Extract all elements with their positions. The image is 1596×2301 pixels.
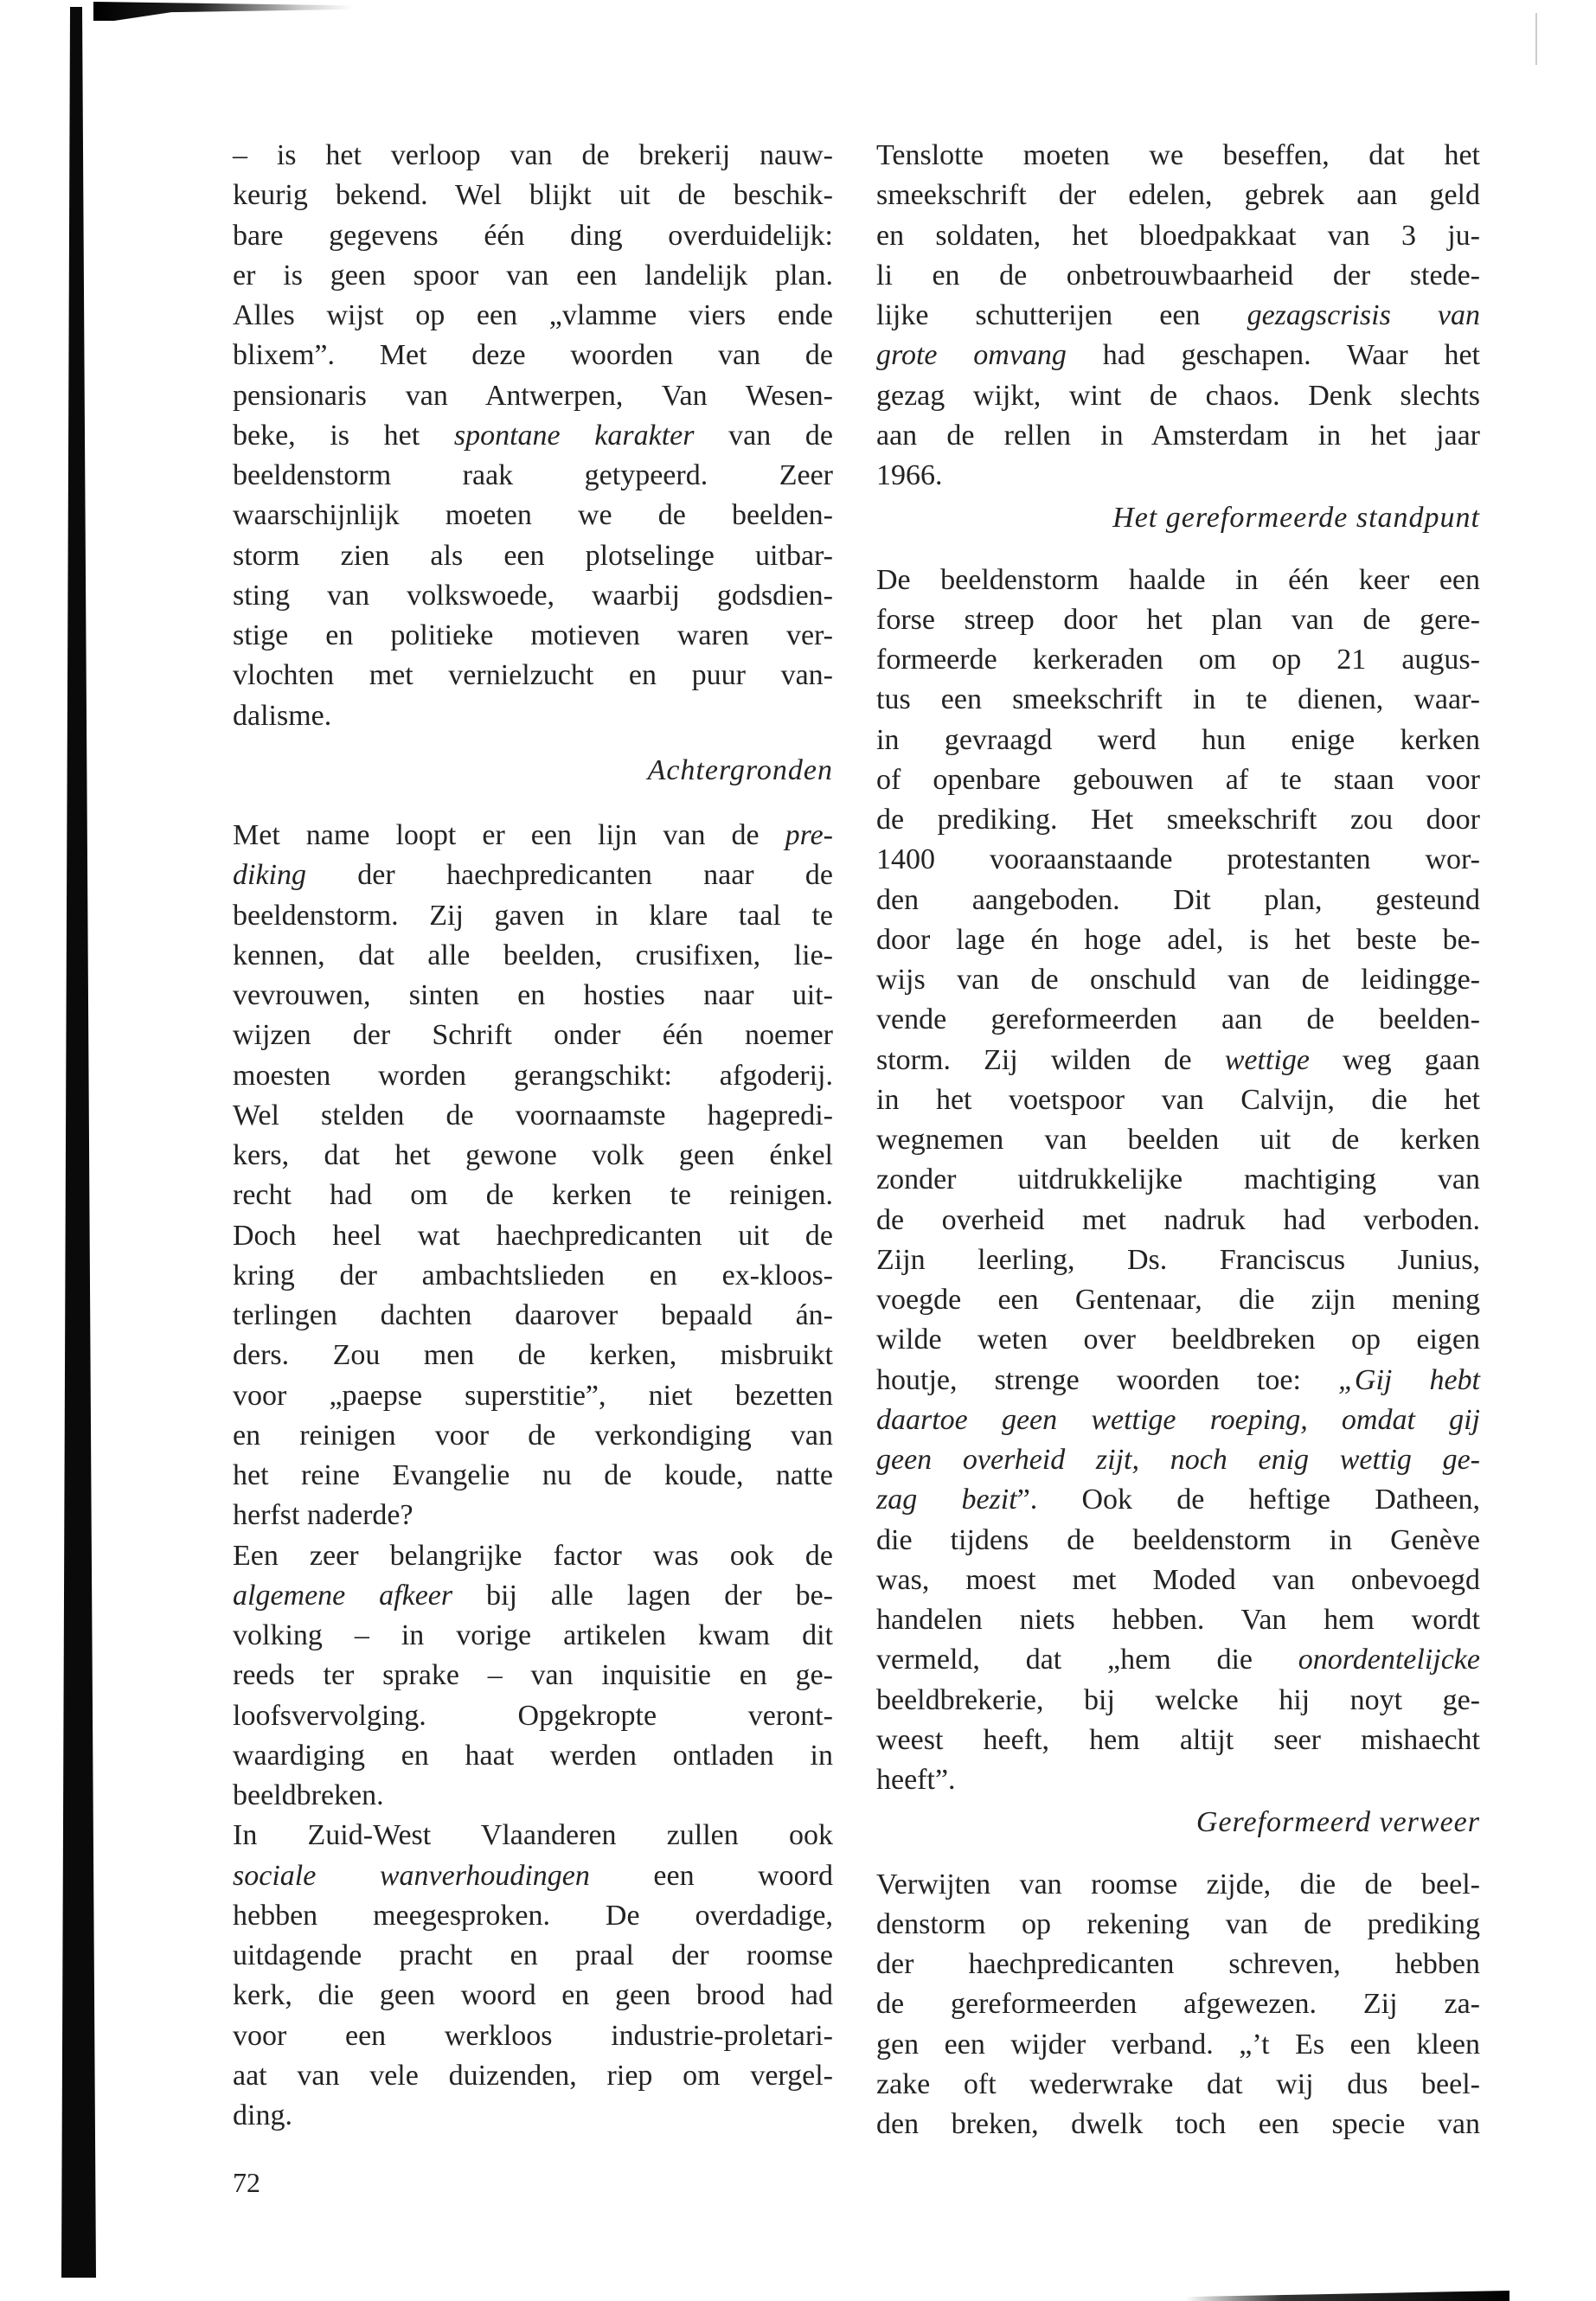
- text-line: [233, 1456, 833, 1496]
- text-line: [876, 840, 1480, 880]
- text-line: [876, 1945, 1480, 1984]
- text-run: der haechpredicanten naar de: [305, 859, 833, 892]
- text-run: houtje, strenge woorden toe:: [876, 1363, 1338, 1396]
- text-line: [876, 680, 1480, 720]
- text-run: bare gegevens één ding overduidelijk:: [233, 219, 833, 252]
- italic-text-run: wettige: [1224, 1043, 1310, 1076]
- text-line: [876, 1681, 1480, 1721]
- scan-border-left: [61, 7, 96, 2278]
- text-run: dalisme.: [233, 699, 332, 732]
- text-run: In Zuid-West Vlaanderen zullen ook: [233, 1819, 833, 1852]
- text-line: [876, 2105, 1480, 2144]
- text-run: den breken, dwelk toch een specie van: [876, 2108, 1480, 2140]
- text-run: Wel stelden de voornaamste hagepredi-: [233, 1099, 833, 1131]
- text-run: en soldaten, het bloedpakkaat van 3 ju-: [876, 219, 1480, 252]
- text-run: wilde weten over beeldbreken op eigen: [876, 1324, 1480, 1356]
- text-line: [233, 1896, 833, 1936]
- text-line: [233, 456, 833, 496]
- text-line: [876, 1041, 1480, 1080]
- text-run: beeldenstorm raak getypeerd. Zeer: [233, 459, 833, 491]
- text-run: aat van vele duizenden, riep om vergel-: [233, 2059, 833, 2092]
- italic-text-run: algemene afkeer: [233, 1579, 453, 1612]
- text-line: [233, 2056, 833, 2096]
- text-run: en reinigen voor de verkondiging van: [233, 1419, 833, 1452]
- text-line: [233, 1296, 833, 1336]
- text-line: [876, 1240, 1480, 1280]
- text-run: voegde een Gentenaar, die zijn mening: [876, 1284, 1480, 1316]
- text-run: voor een werkloos industrie-proletari-: [233, 2019, 833, 2052]
- text-line: [233, 1376, 833, 1416]
- text-run: volking – in vorige artikelen kwam dit: [233, 1619, 833, 1651]
- text-line: [233, 216, 833, 256]
- text-run: den aangeboden. Dit plan, gesteund: [876, 883, 1480, 916]
- text-run: beke, is het: [233, 419, 454, 452]
- text-run: – is het verloop van de brekerij nauw-: [233, 139, 833, 171]
- text-line: [233, 1936, 833, 1976]
- text-line: [876, 1120, 1480, 1160]
- text-line: [233, 536, 833, 576]
- text-run: kring der ambachtslieden en ex-kloos-: [233, 1259, 833, 1292]
- italic-text-run: pre-: [785, 819, 833, 851]
- page-number: 72: [233, 2167, 260, 2198]
- text-line: [233, 296, 833, 336]
- text-run: in gevraagd werd hun enige kerken: [876, 723, 1480, 756]
- text-run: het reine Evangelie nu de koude, natte: [233, 1459, 833, 1491]
- text-line: [233, 1016, 833, 1055]
- text-line: [233, 856, 833, 895]
- text-line: [233, 376, 833, 416]
- text-line: [233, 1496, 833, 1535]
- italic-text-run: diking: [233, 859, 306, 892]
- text-line: [233, 816, 833, 856]
- text-run: loofsvervolging. Opgekropte veront-: [233, 1699, 833, 1732]
- text-line: [876, 136, 1480, 176]
- text-line: [876, 2065, 1480, 2105]
- text-run: de overheid met nadruk had verboden.: [876, 1203, 1480, 1236]
- text-line: [233, 976, 833, 1016]
- text-line: [876, 800, 1480, 840]
- text-line: [233, 1656, 833, 1695]
- text-line: [876, 960, 1480, 1000]
- text-line: [233, 1136, 833, 1176]
- text-run: weg gaan: [1309, 1043, 1480, 1076]
- text-run: zake oft wederwrake dat wij dus beel-: [876, 2067, 1480, 2100]
- text-line: [876, 1521, 1480, 1561]
- text-line: [876, 376, 1480, 416]
- text-run: herfst naderde?: [233, 1499, 413, 1532]
- text-line: [876, 1201, 1480, 1240]
- text-run: Alles wijst op een „vlamme viers ende: [233, 299, 833, 331]
- text-run: forse streep door het plan van de gere-: [876, 603, 1480, 636]
- text-line: [876, 176, 1480, 215]
- text-run: 1966.: [876, 459, 943, 491]
- italic-text-run: onordentelijcke: [1298, 1644, 1480, 1676]
- text-line: [876, 1561, 1480, 1600]
- text-run: ding.: [233, 2099, 292, 2131]
- text-run: reeds ter sprake – van inquisitie en ge-: [233, 1659, 833, 1692]
- scan-border-top: [93, 2, 353, 21]
- text-run: stige en politieke motieven waren ver-: [233, 619, 833, 651]
- text-run: voor „paepse superstitie”, niet bezetten: [233, 1379, 833, 1412]
- text-line: [876, 416, 1480, 456]
- text-run: heeft”.: [876, 1764, 956, 1796]
- text-line: [233, 1856, 833, 1896]
- text-run: kerk, die geen woord en geen brood had: [233, 1979, 833, 2012]
- text-run: ders. Zou men de kerken, misbruikt: [233, 1339, 833, 1372]
- italic-text-run: geen overheid zijt, noch enig wettig ge-: [876, 1444, 1480, 1476]
- text-run: vermeld, dat „hem die: [876, 1644, 1298, 1676]
- text-run: de gereformeerden afgewezen. Zij za-: [876, 1988, 1480, 2021]
- text-line: [233, 696, 833, 736]
- text-run: Verwijten van roomse zijde, die de beel-: [876, 1868, 1480, 1900]
- text-run: pensionaris van Antwerpen, Van Wesen-: [233, 379, 833, 412]
- section-heading: Het gereformeerde standpunt: [1112, 502, 1480, 535]
- text-run: weest heeft, hem altijt seer mishaecht: [876, 1723, 1480, 1756]
- text-line: [876, 256, 1480, 296]
- text-run: wegnemen van beelden uit de kerken: [876, 1124, 1480, 1156]
- text-run: Met name loopt er een lijn van de: [233, 819, 785, 851]
- text-run: kers, dat het gewone volk geen énkel: [233, 1139, 833, 1171]
- text-run: had geschapen. Waar het: [1066, 339, 1481, 372]
- text-run: moesten worden gerangschikt: afgoderij.: [233, 1059, 833, 1092]
- text-run: denstorm op rekening van de prediking: [876, 1907, 1480, 1940]
- text-line: [876, 1080, 1480, 1120]
- text-line: [876, 1280, 1480, 1320]
- text-run: van de: [694, 419, 833, 452]
- text-run: tus een smeekschrift in te dienen, waar-: [876, 683, 1480, 716]
- italic-text-run: gezagscrisis van: [1247, 299, 1480, 331]
- text-line: [876, 561, 1480, 600]
- text-line: [876, 760, 1480, 800]
- text-line: [233, 1416, 833, 1456]
- text-line: [876, 1480, 1480, 1520]
- scan-border-bottom: [1185, 2291, 1509, 2301]
- text-line: [876, 1320, 1480, 1360]
- text-line: [876, 1760, 1480, 1800]
- text-run: formeerde kerkeraden om op 21 augus-: [876, 644, 1480, 676]
- text-line: [233, 1336, 833, 1375]
- text-line: [876, 1905, 1480, 1945]
- text-run: Zijn leerling, Ds. Franciscus Junius,: [876, 1243, 1480, 1276]
- text-line: [233, 2016, 833, 2056]
- text-line: [876, 2025, 1480, 2065]
- text-run: of openbare gebouwen af te staan voor: [876, 763, 1480, 796]
- text-run: beeldbrekerie, bij welcke hij noyt ge-: [876, 1683, 1480, 1716]
- text-line: [233, 1736, 833, 1776]
- text-run: zonder uitdrukkelijke machtiging van: [876, 1163, 1480, 1196]
- text-run: ”. Ook de heftige Datheen,: [1016, 1484, 1481, 1516]
- text-run: De beeldenstorm haalde in één keer een: [876, 563, 1480, 596]
- text-line: [876, 1440, 1480, 1480]
- text-run: in het voetspoor van Calvijn, die het: [876, 1083, 1480, 1116]
- text-line: [876, 1600, 1480, 1640]
- text-line: [233, 1256, 833, 1296]
- text-line: [233, 1056, 833, 1096]
- text-run: beeldenstorm. Zij gaven in klare taal te: [233, 899, 833, 932]
- text-column-right: [876, 136, 1480, 2144]
- text-line: [876, 1865, 1480, 1905]
- text-line: [233, 656, 833, 695]
- text-line: [876, 721, 1480, 760]
- italic-text-run: spontane karakter: [453, 419, 695, 452]
- text-run: vlochten met vernielzucht en puur van-: [233, 659, 833, 692]
- text-line: [876, 1000, 1480, 1040]
- text-run: hebben meegesproken. De overdadige,: [233, 1899, 833, 1932]
- text-line: [876, 216, 1480, 256]
- text-line: [233, 416, 833, 456]
- text-run: beeldbreken.: [233, 1779, 384, 1811]
- text-run: er is geen spoor van een landelijk plan.: [233, 259, 833, 292]
- text-line: [233, 616, 833, 656]
- text-run: bij alle lagen der be-: [452, 1579, 833, 1612]
- text-run: handelen niets hebben. Van hem wordt: [876, 1604, 1480, 1636]
- text-line: [876, 336, 1480, 375]
- text-run: lijke schutterijen een: [876, 299, 1247, 331]
- text-run: gen een wijder verband. „’t Es een kleen: [876, 2028, 1480, 2061]
- text-run: wijs van de onschuld van de leidingge-: [876, 964, 1480, 996]
- text-line: [233, 1576, 833, 1616]
- text-line: [233, 1096, 833, 1136]
- text-run: Doch heel wat haechpredicanten uit de: [233, 1219, 833, 1252]
- text-line: [876, 1721, 1480, 1760]
- text-run: storm zien als een plotselinge uitbar-: [233, 539, 833, 572]
- text-line: [233, 336, 833, 375]
- italic-text-run: sociale wanverhoudingen: [233, 1859, 590, 1892]
- text-line: [233, 2096, 833, 2136]
- text-run: terlingen dachten daarover bepaald án-: [233, 1299, 833, 1331]
- text-line: [233, 1816, 833, 1856]
- text-line: [233, 576, 833, 616]
- text-line: [233, 1776, 833, 1816]
- text-run: waardiging en haat werden ontladen in: [233, 1739, 833, 1772]
- text-run: li en de onbetrouwbaarheid der stede-: [876, 259, 1480, 292]
- text-run: 1400 vooraanstaande protestanten wor-: [876, 843, 1480, 876]
- text-line: [876, 456, 1480, 496]
- section-heading: Achtergronden: [647, 753, 833, 786]
- text-line: [233, 1696, 833, 1736]
- text-line: [876, 1361, 1480, 1400]
- text-run: waarschijnlijk moeten we de beelden-: [233, 499, 833, 532]
- text-line: [233, 1176, 833, 1215]
- text-run: smeekschrift der edelen, gebrek aan geld: [876, 179, 1480, 212]
- text-run: een woord: [589, 1859, 833, 1892]
- text-line: [233, 936, 833, 976]
- text-run: kennen, dat alle beelden, crusifixen, lie-: [233, 939, 833, 971]
- text-line: [233, 896, 833, 936]
- text-run: wijzen der Schrift onder één noemer: [233, 1019, 833, 1052]
- text-line: [876, 881, 1480, 920]
- text-line: [876, 600, 1480, 640]
- text-run: sting van volkswoede, waarbij godsdien-: [233, 579, 833, 612]
- text-run: Een zeer belangrijke factor was ook de: [233, 1539, 833, 1572]
- scan-border-right: [1535, 13, 1537, 65]
- text-line: [876, 1984, 1480, 2024]
- italic-text-run: daartoe geen wettige roeping, omdat gij: [876, 1403, 1480, 1436]
- section-heading: Gereformeerd verweer: [1195, 1806, 1480, 1839]
- text-run: vende gereformeerden aan de beelden-: [876, 1003, 1480, 1036]
- text-line: [876, 920, 1480, 960]
- italic-text-run: grote omvang: [876, 339, 1067, 372]
- text-line: [233, 256, 833, 296]
- text-line: [233, 136, 833, 176]
- text-line: [876, 1160, 1480, 1200]
- text-run: de prediking. Het smeekschrift zou door: [876, 804, 1480, 836]
- text-run: uitdagende pracht en praal der roomse: [233, 1939, 833, 1971]
- text-line: [233, 496, 833, 535]
- text-run: gezag wijkt, wint de chaos. Denk slechts: [876, 379, 1480, 412]
- text-line: [876, 296, 1480, 336]
- text-run: storm. Zij wilden de: [876, 1043, 1225, 1076]
- text-line: [233, 1976, 833, 2016]
- text-run: recht had om de kerken te reinigen.: [233, 1179, 833, 1212]
- text-run: vevrouwen, sinten en hosties naar uit-: [233, 979, 833, 1011]
- italic-text-run: zag bezit: [876, 1484, 1017, 1516]
- text-column-left: [233, 136, 833, 2136]
- text-line: [876, 1640, 1480, 1680]
- italic-text-run: „Gij hebt: [1338, 1363, 1480, 1396]
- text-run: door lage én hoge adel, is het beste be-: [876, 923, 1480, 956]
- text-line: [876, 1400, 1480, 1440]
- text-line: [233, 1536, 833, 1576]
- text-run: was, moest met Moded van onbevoegd: [876, 1563, 1480, 1596]
- text-line: [233, 176, 833, 215]
- text-run: blixem”. Met deze woorden van de: [233, 339, 833, 372]
- text-run: der haechpredicanten schreven, hebben: [876, 1948, 1480, 1980]
- text-run: aan de rellen in Amsterdam in het jaar: [876, 419, 1480, 452]
- text-run: Tenslotte moeten we beseffen, dat het: [876, 139, 1480, 171]
- text-line: [233, 1216, 833, 1256]
- text-run: die tijdens de beeldenstorm in Genève: [876, 1523, 1480, 1556]
- text-line: [233, 1616, 833, 1656]
- text-run: keurig bekend. Wel blijkt uit de beschik-: [233, 179, 833, 212]
- text-line: [876, 640, 1480, 680]
